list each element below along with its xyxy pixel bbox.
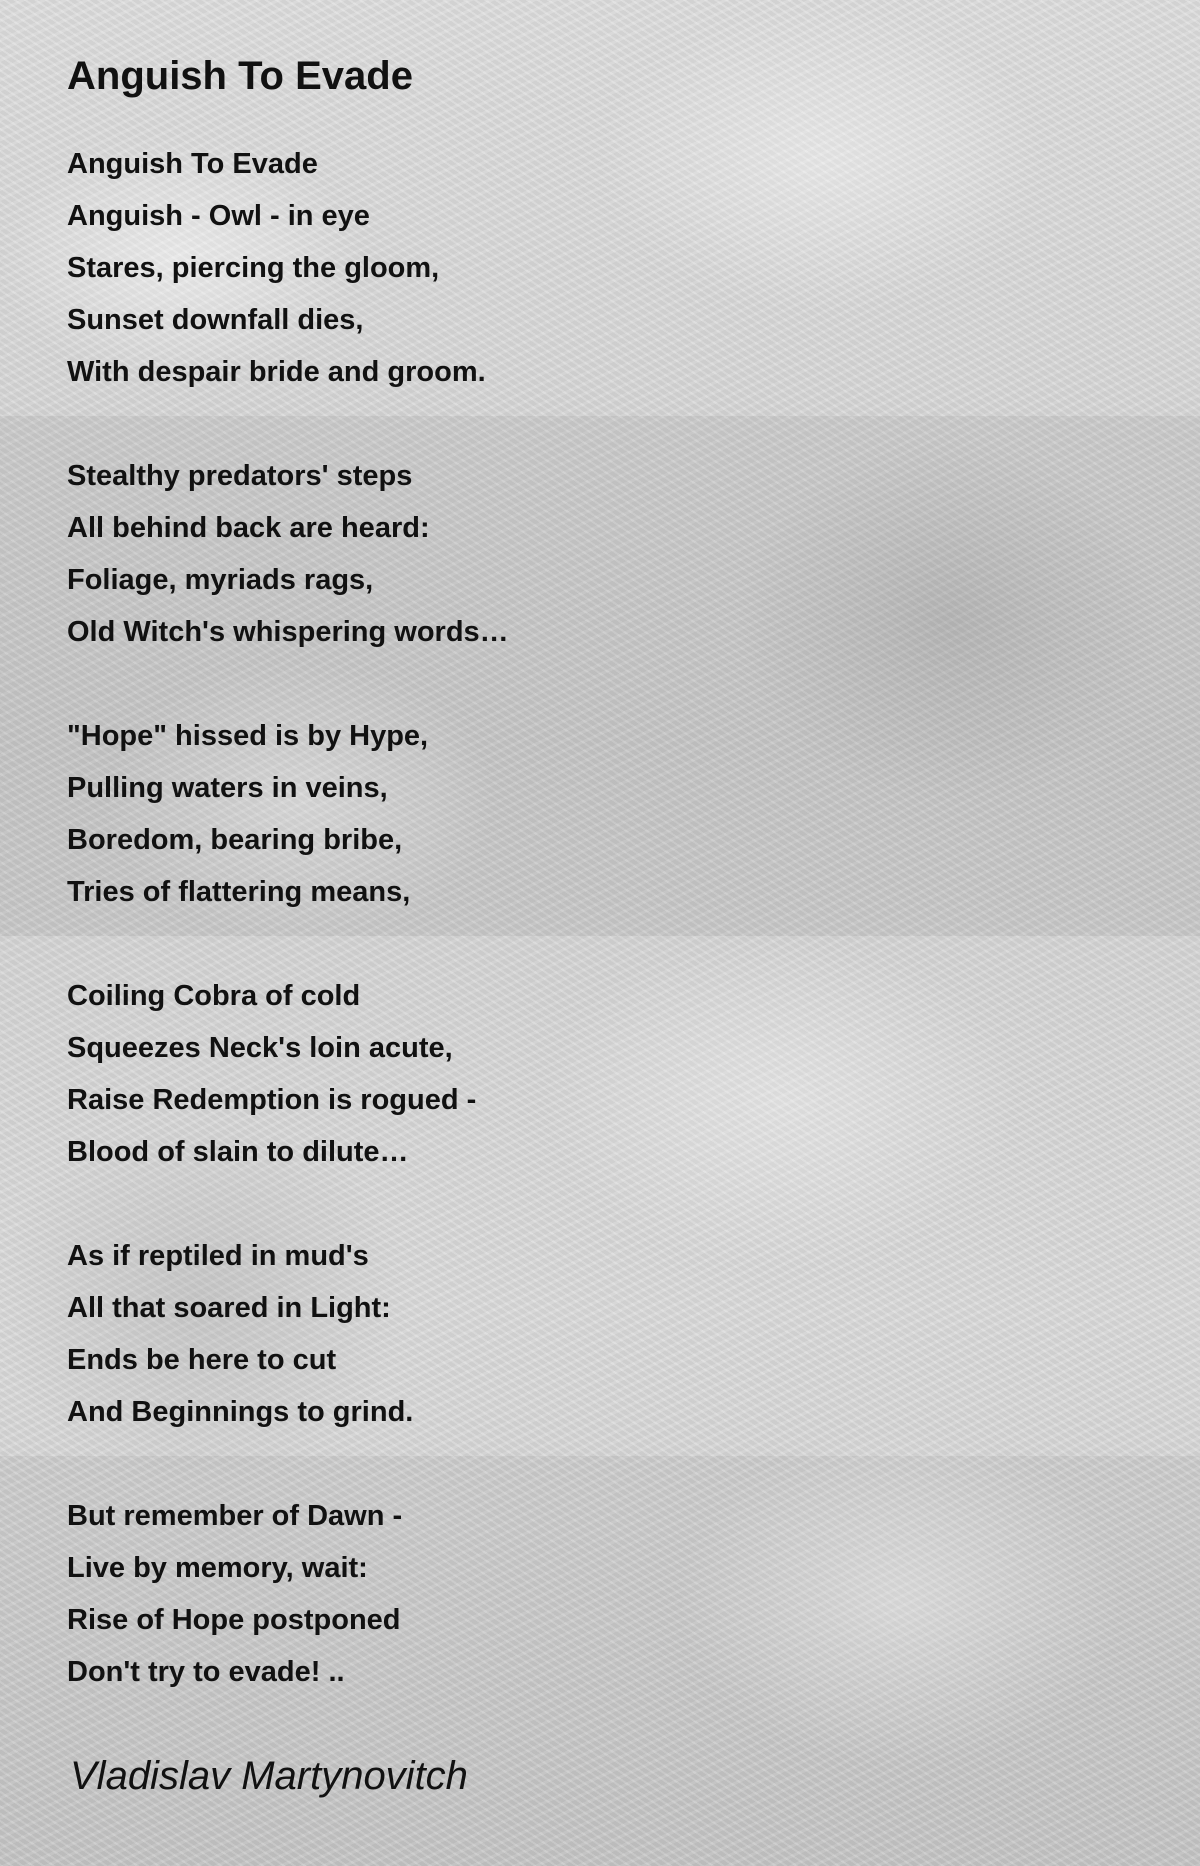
stanza-1: [67, 138, 1147, 398]
poem-line: All behind back are heard:: [67, 512, 430, 544]
poem-line: And Beginnings to grind.: [67, 1396, 414, 1428]
poem-body: [67, 138, 1147, 1698]
poem-title: Anguish To Evade: [67, 54, 413, 98]
stanza-3: [67, 710, 1147, 918]
poem-line: Rise of Hope postponed: [67, 1604, 401, 1636]
poem-line: But remember of Dawn -: [67, 1500, 403, 1532]
poem-line: Stares, piercing the gloom,: [67, 252, 440, 284]
poem-line: Boredom, bearing bribe,: [67, 824, 403, 856]
poem-line: Don't try to evade! ..: [67, 1656, 345, 1688]
poem-card: [67, 0, 1147, 1802]
stanza-5: [67, 1230, 1147, 1438]
poem-line: Anguish - Owl - in eye: [67, 200, 370, 232]
stanza-6: [67, 1490, 1147, 1698]
stanza-4: [67, 970, 1147, 1178]
poem-line: Foliage, myriads rags,: [67, 564, 374, 596]
poem-line: Pulling waters in veins,: [67, 772, 388, 804]
stanza-2: [67, 450, 1147, 658]
poem-line: Old Witch's whispering words…: [67, 616, 509, 648]
poem-line: Coiling Cobra of cold: [67, 980, 361, 1012]
poem-line: With despair bride and groom.: [67, 356, 486, 388]
poem-line: Tries of flattering means,: [67, 876, 411, 908]
poem-line: Blood of slain to dilute…: [67, 1136, 409, 1168]
poem-line: Stealthy predators' steps: [67, 460, 413, 492]
poem-line: "Hope" hissed is by Hype,: [67, 720, 429, 752]
poem-line: As if reptiled in mud's: [67, 1240, 369, 1272]
poem-line: Anguish To Evade: [67, 148, 318, 180]
poem-line: Ends be here to cut: [67, 1344, 337, 1376]
poem-line: All that soared in Light:: [67, 1292, 391, 1324]
poem-line: Sunset downfall dies,: [67, 304, 364, 336]
poem-author: Vladislav Martynovitch: [70, 1754, 468, 1798]
poem-line: Live by memory, wait:: [67, 1552, 368, 1584]
poem-line: Squeezes Neck's loin acute,: [67, 1032, 453, 1064]
poem-line: Raise Redemption is rogued -: [67, 1084, 477, 1116]
